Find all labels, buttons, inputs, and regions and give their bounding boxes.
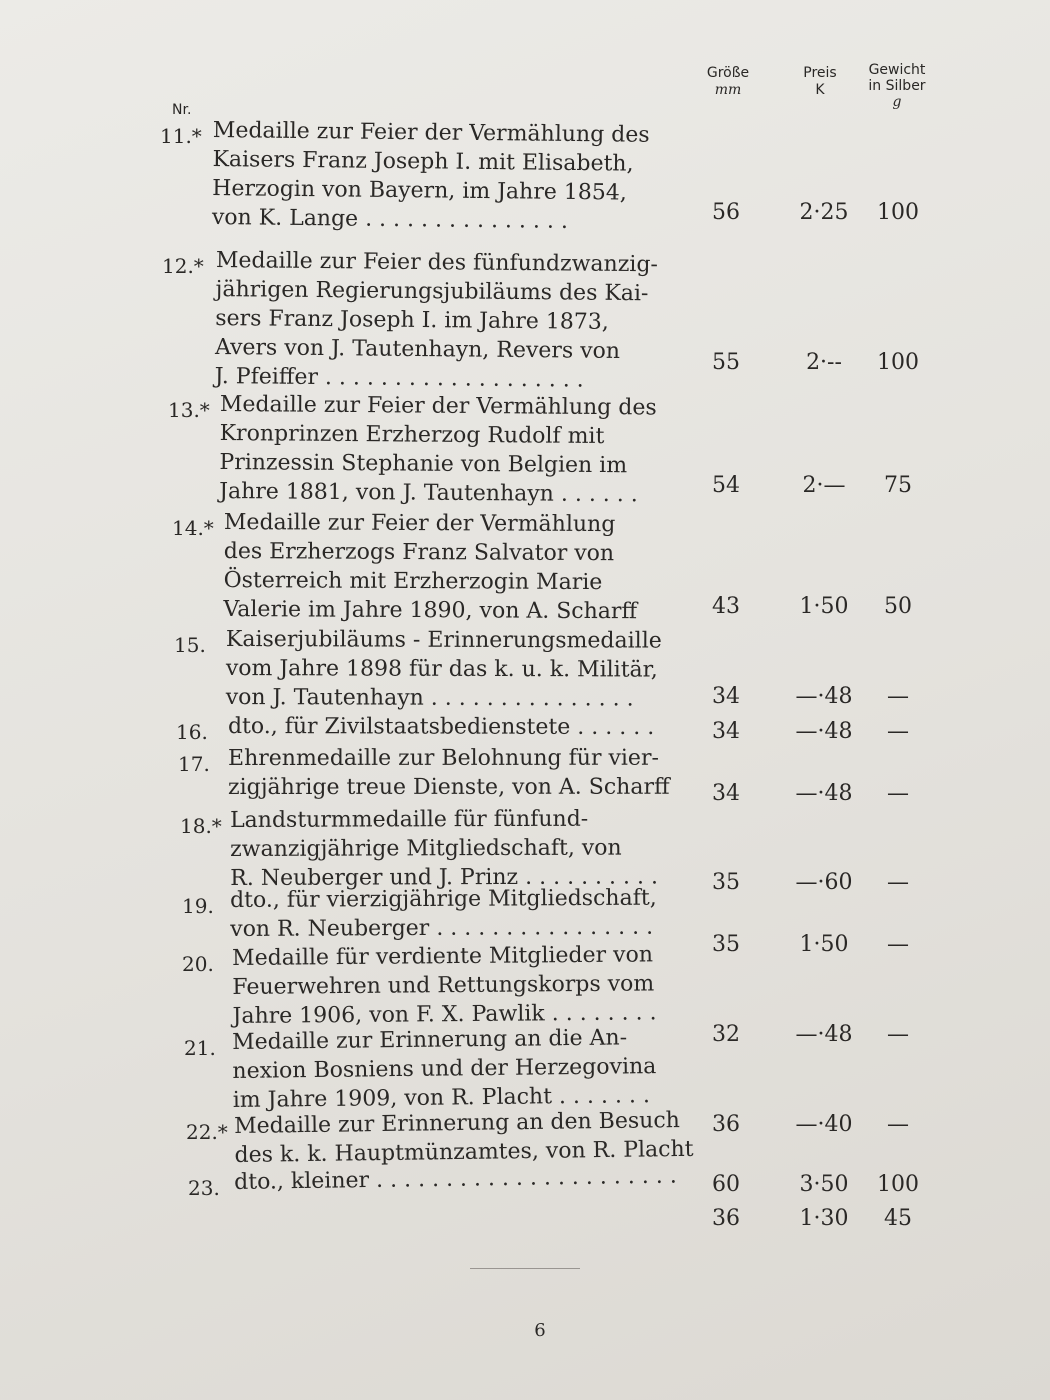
column-header-size xyxy=(692,65,764,99)
description-line: dto., für Zivilstaatsbedienstete . . . . . . xyxy=(227,714,655,741)
description-line: von K. Lange . . . . . . . . . . . . . . . xyxy=(211,204,569,234)
description-line: Medaille zur Feier der Vermählung des xyxy=(219,392,657,421)
weight-value: 100 xyxy=(877,1172,919,1197)
description-line: Avers von J. Tautenhayn, Revers von xyxy=(214,334,621,364)
nr-label: Nr. xyxy=(172,102,192,118)
size-label: Größe xyxy=(706,65,750,81)
price-value: 1·50 xyxy=(799,594,849,619)
column-header-price xyxy=(786,65,854,99)
price-value: 2·— xyxy=(802,473,846,498)
price-value: —·48 xyxy=(795,781,853,806)
weight-value: — xyxy=(887,781,909,806)
price-value: 3·50 xyxy=(799,1172,849,1197)
page-number: 6 xyxy=(534,1320,546,1341)
description-line: Prinzessin Stephanie von Belgien im xyxy=(219,449,628,479)
size-value: 56 xyxy=(712,200,740,225)
column-header-weight xyxy=(858,62,936,110)
description-line: des k. k. Hauptmünzamtes, von R. Placht xyxy=(234,1136,694,1168)
price-value: 2·25 xyxy=(799,200,849,225)
description-line: Ehrenmedaille zur Belohnung für vier- xyxy=(228,745,659,771)
description-line: Medaille für verdiente Mitglieder von xyxy=(232,942,654,971)
size-value: 34 xyxy=(712,684,740,709)
entry-number: 18.* xyxy=(180,814,222,838)
entry-number: 20. xyxy=(182,952,214,976)
medal-entry xyxy=(0,118,1050,244)
medal-entry xyxy=(0,746,1050,814)
weight-value: — xyxy=(887,684,909,709)
description-line: R. Neuberger und J. Prinz . . . . . . . . . . xyxy=(230,864,659,891)
description-line: J. Pfeiffer . . . . . . . . . . . . . . . . . . . xyxy=(214,363,584,393)
size-value: 36 xyxy=(712,1112,740,1137)
weight-value: — xyxy=(887,1022,909,1047)
description-line: jährigen Regierungsjubiläums des Kai- xyxy=(215,276,649,307)
description-line: Kaiserjubiläums - Erinnerungsmedaille xyxy=(225,627,662,654)
description-line: von R. Neuberger . . . . . . . . . . . . . . . . xyxy=(230,914,654,942)
entry-number: 22.* xyxy=(186,1120,228,1144)
section-divider xyxy=(470,1268,580,1269)
weight-value: 75 xyxy=(884,473,912,498)
description-line: Medaille zur Erinnerung an den Besuch xyxy=(234,1108,681,1139)
medal-entry xyxy=(0,510,1050,636)
description-line: dto., kleiner . . . . . . . . . . . . . . . . . . . . . . xyxy=(234,1163,677,1195)
size-unit: mm xyxy=(714,82,742,98)
entry-number: 13.* xyxy=(168,398,210,422)
entry-number: 19. xyxy=(182,894,214,918)
description-line: von J. Tautenhayn . . . . . . . . . . . . . . . xyxy=(225,684,634,712)
medal-entry xyxy=(0,392,1050,518)
description-line: zigjährige treue Dienste, von A. Scharff xyxy=(228,774,670,800)
description-line: sers Franz Joseph I. im Jahre 1873, xyxy=(215,305,609,335)
weight-value: — xyxy=(887,932,909,957)
description-line: im Jahre 1909, von R. Placht . . . . . . . xyxy=(232,1083,651,1113)
entry-number: 12.* xyxy=(162,254,204,278)
description-line: Feuerwehren und Rettungskorps vom xyxy=(232,971,655,1000)
description-line: Herzogin von Bayern, im Jahre 1854, xyxy=(212,175,627,206)
entry-number: 16. xyxy=(176,720,208,744)
description-line: Jahre 1906, von F. X. Pawlik . . . . . . . . xyxy=(232,1000,657,1029)
description-line: des Erzherzogs Franz Salvator von xyxy=(223,538,615,567)
entry-number: 15. xyxy=(174,633,206,657)
description-line: Medaille zur Feier der Vermählung des xyxy=(212,118,650,148)
description-line: Valerie im Jahre 1890, von A. Scharff xyxy=(223,596,638,625)
description-line: Jahre 1881, von J. Tautenhayn . . . . . . xyxy=(219,478,638,508)
size-value: 54 xyxy=(712,473,740,498)
size-value: 55 xyxy=(712,350,740,375)
description-line: zwanzigjährige Mitgliedschaft, von xyxy=(230,835,622,862)
entry-number: 23. xyxy=(188,1176,220,1200)
entry-number: 21. xyxy=(184,1036,216,1060)
description-line: Kaisers Franz Joseph I. mit Elisabeth, xyxy=(212,146,634,177)
size-value: 35 xyxy=(712,870,740,895)
price-value: —·48 xyxy=(795,684,853,709)
weight-value: 45 xyxy=(884,1206,912,1231)
description-line: nexion Bosniens und der Herzegovina xyxy=(232,1054,657,1084)
size-value: 43 xyxy=(712,594,740,619)
size-value: 36 xyxy=(712,1206,740,1231)
price-value: 2·-- xyxy=(806,350,842,375)
price-value: 1·50 xyxy=(799,932,849,957)
price-value: —·40 xyxy=(795,1112,853,1137)
size-value: 35 xyxy=(712,932,740,957)
entry-number: 14.* xyxy=(172,516,214,540)
price-value: —·60 xyxy=(795,870,853,895)
entry-number: 11.* xyxy=(160,124,202,148)
weight-value: 100 xyxy=(877,200,919,225)
size-value: 34 xyxy=(712,781,740,806)
weight-value: 100 xyxy=(877,350,919,375)
column-header-nr xyxy=(172,102,191,119)
description-line: Österreich mit Erzherzogin Marie xyxy=(223,567,603,596)
description-line: Medaille zur Feier der Vermählung xyxy=(223,510,616,538)
entry-number: 17. xyxy=(178,752,210,776)
weight-sub-label: in Silber xyxy=(868,78,926,94)
size-value: 60 xyxy=(712,1172,740,1197)
medal-entry xyxy=(0,627,1050,724)
weight-value: — xyxy=(887,1112,909,1137)
description-line: dto., für vierzigjährige Mitgliedschaft, xyxy=(230,885,657,913)
price-label: Preis xyxy=(803,65,837,81)
size-value: 34 xyxy=(712,719,740,744)
weight-unit: g xyxy=(892,94,902,110)
price-value: —·48 xyxy=(795,719,853,744)
price-value: —·48 xyxy=(795,1022,853,1047)
weight-value: — xyxy=(887,719,909,744)
size-value: 32 xyxy=(712,1022,740,1047)
price-unit: K xyxy=(815,82,825,98)
weight-label: Gewicht xyxy=(868,62,926,78)
price-value: 1·30 xyxy=(799,1206,849,1231)
description-line: Landsturmmedaille für fünfund- xyxy=(230,806,589,833)
description-line: vom Jahre 1898 für das k. u. k. Militär, xyxy=(225,655,658,683)
description-line: Medaille zur Erinnerung an die An- xyxy=(232,1025,628,1055)
medal-entry xyxy=(0,1163,1050,1231)
weight-value: — xyxy=(887,870,909,895)
description-line: Medaille zur Feier des fünfundzwanzig- xyxy=(215,248,659,278)
description-line: Kronprinzen Erzherzog Rudolf mit xyxy=(219,420,605,450)
weight-value: 50 xyxy=(884,594,912,619)
medal-entry xyxy=(0,248,1050,403)
